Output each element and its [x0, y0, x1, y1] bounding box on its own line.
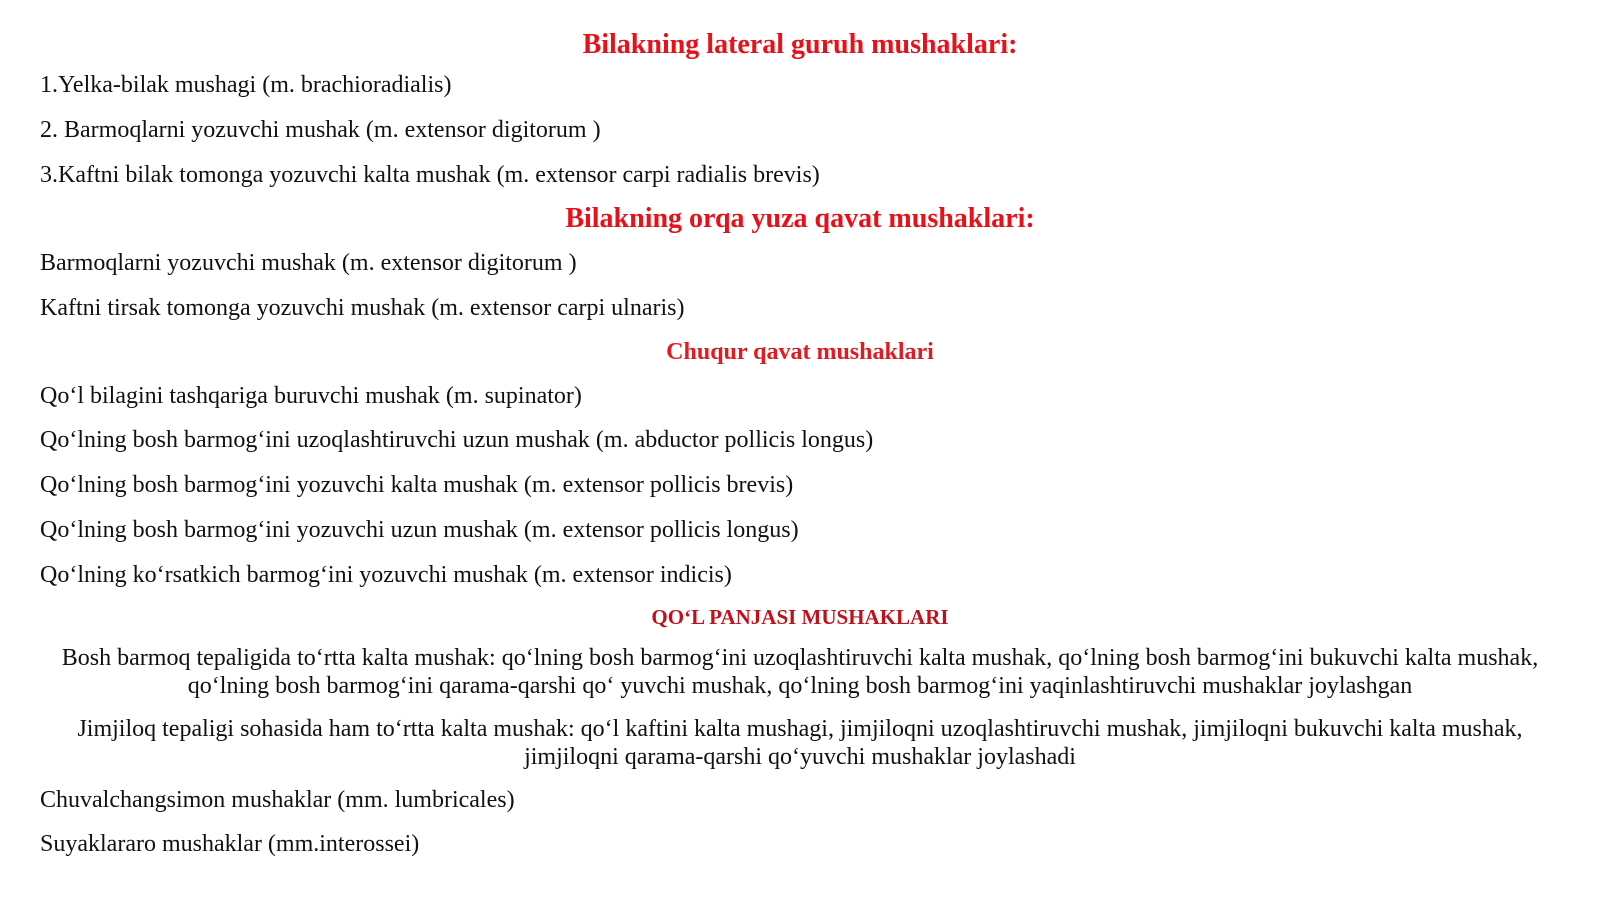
section-title-deep-layer: Chuqur qavat mushaklari [666, 339, 934, 365]
list-item: 3.Kaftni bilak tomonga yozuvchi kalta mushak (m. extensor carpi radialis brevis) [40, 162, 820, 188]
list-item: Qo‘lning ko‘rsatkich barmog‘ini yozuvchi mushak (m. extensor indicis) [40, 562, 732, 588]
list-item: Suyaklararo mushaklar (mm.interossei) [40, 831, 420, 857]
section-title-posterior-superficial: Bilakning orqa yuza qavat mushaklari: [565, 203, 1035, 234]
list-item: Qo‘lning bosh barmog‘ini uzoqlashtiruvchi uzun mushak (m. abductor pollicis longus) [40, 427, 874, 453]
paragraph-thenar: Bosh barmoq tepaligida to‘rtta kalta mushak: qo‘lning bosh barmog‘ini uzoqlashtiruvchi kalta mushak, qo‘lning bosh barmog‘ini bukuvchi kalta mushak, qo‘lning bosh barmog‘ini qarama-qarshi qo‘ yuvchi mushak, qo‘lning bosh barmog‘ini yaqinlashtiruvchi mushaklar joylashgan [61, 645, 1539, 699]
list-item: 1.Yelka-bilak mushagi (m. brachioradialis) [40, 72, 452, 98]
list-item: 2. Barmoqlarni yozuvchi mushak (m. extensor digitorum ) [40, 117, 601, 143]
list-item: Qo‘lning bosh barmog‘ini yozuvchi uzun mushak (m. extensor pollicis longus) [40, 517, 799, 543]
list-item: Qo‘lning bosh barmog‘ini yozuvchi kalta mushak (m. extensor pollicis brevis) [40, 472, 794, 498]
list-item: Qo‘l bilagini tashqariga buruvchi mushak (m. supinator) [40, 383, 582, 409]
list-item: Barmoqlarni yozuvchi mushak (m. extensor digitorum ) [40, 250, 577, 276]
list-item: Chuvalchangsimon mushaklar (mm. lumbricales) [40, 787, 515, 813]
paragraph-hypothenar: Jimjiloq tepaligi sohasida ham to‘rtta kalta mushak: qo‘l kaftini kalta mushagi, jimjiloqni uzoqlashtiruvchi mushak, jimjiloqni bukuvchi kalta mushak, jimjiloqni qarama-qarshi qo‘yuvchi mushaklar joylashadi [77, 716, 1523, 770]
list-item: Kaftni tirsak tomonga yozuvchi mushak (m. extensor carpi ulnaris) [40, 295, 685, 321]
section-title-lateral-group: Bilakning lateral guruh mushaklari: [582, 29, 1018, 60]
section-title-hand-muscles: QO‘L PANJASI MUSHAKLARI [651, 605, 949, 629]
